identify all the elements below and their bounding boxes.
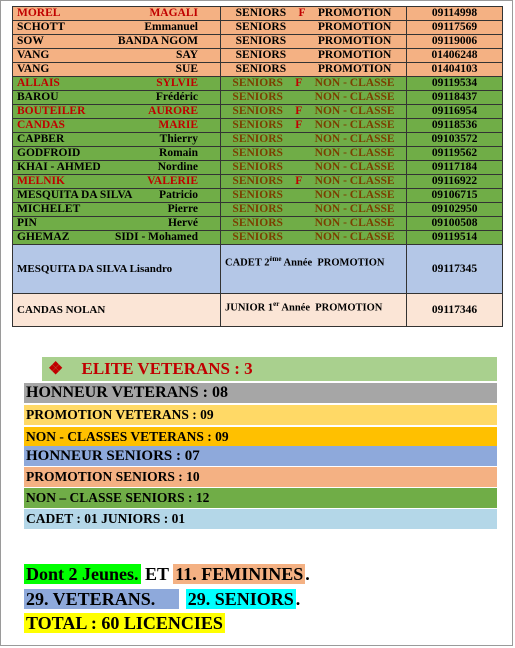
summary-row: HONNEUR VETERANS : 08 xyxy=(24,383,497,403)
level-text: PROMOTION xyxy=(317,7,392,19)
level-text: PROMOTION xyxy=(317,257,385,269)
category-text: CADET xyxy=(225,257,262,269)
first-name: MARIE xyxy=(158,119,198,131)
last-name: GHEMAZ xyxy=(17,231,70,243)
category-text: SENIORS xyxy=(235,49,287,61)
member-name: MESQUITA DA SILVA Lisandro xyxy=(13,245,221,294)
licence-number: 09117346 xyxy=(407,294,503,327)
level-text: PROMOTION xyxy=(317,63,392,75)
licence-number: 09119562 xyxy=(407,147,503,161)
last-name: MELNIK xyxy=(17,175,65,187)
category-text: SENIORS xyxy=(232,91,283,103)
member-name xyxy=(13,217,221,231)
member-category xyxy=(221,147,407,161)
first-name: MAGALI xyxy=(149,7,198,19)
last-name: MICHELET xyxy=(17,203,81,215)
level-text: NON - CLASSE xyxy=(314,189,395,201)
table-row xyxy=(13,175,503,189)
first-name: VALERIE xyxy=(147,175,198,187)
dot-text: . xyxy=(305,564,310,584)
table-row xyxy=(13,91,503,105)
first-name: SAY xyxy=(176,49,198,61)
table-row xyxy=(13,63,503,77)
licence-number: 09117345 xyxy=(407,245,503,294)
first-name: Frédéric xyxy=(155,91,198,103)
member-category xyxy=(221,203,407,217)
summary-row: NON – CLASSE SENIORS : 12 xyxy=(24,488,497,508)
year-word: Année xyxy=(281,302,310,314)
member-category xyxy=(221,217,407,231)
first-name: SUE xyxy=(175,63,198,75)
table-row xyxy=(13,21,503,35)
veterans-highlight: 29. VETERANS. xyxy=(24,589,179,609)
member-category xyxy=(221,175,407,189)
licence-number: 09100508 xyxy=(407,217,503,231)
member-category xyxy=(221,77,407,91)
table-row-special xyxy=(13,294,503,327)
first-name: SIDI - Mohamed xyxy=(114,231,198,243)
summary-row: HONNEUR SENIORS : 07 xyxy=(24,446,497,466)
category-text: SENIORS xyxy=(232,161,283,173)
footer-line-1 xyxy=(24,563,310,585)
sex-text: F xyxy=(298,7,306,19)
licence-number: 09119514 xyxy=(407,231,503,245)
last-name: ALLAIS xyxy=(17,77,60,89)
level-text: NON - CLASSE xyxy=(314,147,395,159)
year-ordinal: 1 xyxy=(267,302,274,314)
category-text: JUNIOR xyxy=(225,302,266,314)
table-row xyxy=(13,7,503,21)
licence-number: 09118437 xyxy=(407,91,503,105)
licence-number: 09103572 xyxy=(407,133,503,147)
licence-number: 09114998 xyxy=(407,7,503,21)
last-name: PIN xyxy=(17,217,37,229)
member-category xyxy=(221,231,407,245)
first-name: Thierry xyxy=(159,133,198,145)
first-name: Emmanuel xyxy=(144,21,198,33)
category-text: SENIORS xyxy=(235,7,287,19)
last-name: GODFROID xyxy=(17,147,81,159)
member-category xyxy=(221,133,407,147)
table-row xyxy=(13,105,503,119)
member-name xyxy=(13,203,221,217)
category-text: SENIORS xyxy=(232,133,283,145)
level-text: PROMOTION xyxy=(317,21,392,33)
licence-number: 09118536 xyxy=(407,119,503,133)
table-row xyxy=(13,119,503,133)
category-text: SENIORS xyxy=(232,77,283,89)
licence-number: 09119534 xyxy=(407,77,503,91)
year-word: Année xyxy=(283,257,313,269)
licence-number: 09106715 xyxy=(407,189,503,203)
total-highlight: TOTAL : 60 LICENCIES xyxy=(26,613,223,633)
table-row xyxy=(13,49,503,63)
summary-row: PROMOTION VETERANS : 09 xyxy=(24,405,497,425)
first-name: Patricio xyxy=(159,189,198,201)
category-text: SENIORS xyxy=(232,231,283,243)
category-text: SENIORS xyxy=(232,217,283,229)
elite-count: : 3 xyxy=(234,359,253,378)
licence-number: 09102950 xyxy=(407,203,503,217)
last-name: VANG xyxy=(17,49,50,61)
member-category xyxy=(221,63,407,77)
table-row xyxy=(13,133,503,147)
member-name xyxy=(13,77,221,91)
first-name: Romain xyxy=(159,147,198,159)
member-name xyxy=(13,91,221,105)
member-name xyxy=(13,133,221,147)
table-row xyxy=(13,203,503,217)
category-text: SENIORS xyxy=(232,119,283,131)
elite-veterans-bar xyxy=(42,357,497,381)
member-name xyxy=(13,161,221,175)
dot2-text: . xyxy=(295,589,301,609)
member-category xyxy=(221,35,407,49)
licence-number: 09119006 xyxy=(407,35,503,49)
category-text: SENIORS xyxy=(232,105,283,117)
member-category xyxy=(221,189,407,203)
member-name xyxy=(13,105,221,119)
member-category xyxy=(221,7,407,21)
member-category xyxy=(221,294,407,327)
first-name: Pierre xyxy=(167,203,198,215)
table-row xyxy=(13,189,503,203)
bullet-icon: ❖ xyxy=(48,359,64,378)
elite-label: ELITE VETERANS xyxy=(81,359,230,378)
level-text: PROMOTION xyxy=(315,302,383,314)
footer-line-3 xyxy=(24,612,225,634)
member-category xyxy=(221,245,407,294)
sex-text: F xyxy=(295,175,303,187)
first-name: Nordine xyxy=(157,161,198,173)
year-suffix: er xyxy=(273,300,280,308)
member-name xyxy=(13,21,221,35)
member-name xyxy=(13,35,221,49)
member-name xyxy=(13,231,221,245)
member-category xyxy=(221,105,407,119)
table-row xyxy=(13,77,503,91)
last-name: BOUTEILER xyxy=(17,105,86,117)
member-category xyxy=(221,91,407,105)
level-text: NON - CLASSE xyxy=(314,133,395,145)
level-text: NON - CLASSE xyxy=(314,203,395,215)
sex-text: F xyxy=(295,119,303,131)
level-text: PROMOTION xyxy=(317,49,392,61)
level-text: NON - CLASSE xyxy=(314,91,395,103)
summary-row: CADET : 01 JUNIORS : 01 xyxy=(24,509,497,529)
table-row xyxy=(13,161,503,175)
category-text: SENIORS xyxy=(232,203,283,215)
member-name xyxy=(13,7,221,21)
et-text: ET xyxy=(145,564,169,584)
last-name: MESQUITA DA SILVA xyxy=(17,189,133,201)
member-name: CANDAS NOLAN xyxy=(13,294,221,327)
licence-number: 09116922 xyxy=(407,175,503,189)
table-row xyxy=(13,147,503,161)
last-name: BAROU xyxy=(17,91,59,103)
summary-row: PROMOTION SENIORS : 10 xyxy=(24,467,497,487)
level-text: NON - CLASSE xyxy=(314,77,395,89)
summary-row: NON - CLASSES VETERANS : 09 xyxy=(24,427,497,447)
member-category xyxy=(221,119,407,133)
level-text: NON - CLASSE xyxy=(314,161,395,173)
licence-table xyxy=(12,6,503,327)
first-name: SYLVIE xyxy=(156,77,198,89)
year-ordinal: 2 xyxy=(264,257,270,269)
sex-text: F xyxy=(295,77,303,89)
last-name: MOREL xyxy=(17,7,61,19)
feminines-highlight: 11. FEMININES xyxy=(175,564,304,584)
seniors-highlight: 29. SENIORS xyxy=(187,589,294,609)
licence-number: 09116954 xyxy=(407,105,503,119)
table-row-special xyxy=(13,245,503,294)
footer-line-2 xyxy=(24,588,300,610)
member-name xyxy=(13,119,221,133)
sex-text: F xyxy=(295,105,303,117)
last-name: CANDAS xyxy=(17,119,65,131)
level-text: NON - CLASSE xyxy=(314,119,395,131)
last-name: VANG xyxy=(17,63,50,75)
last-name: KHAI - AHMED xyxy=(17,161,101,173)
year-suffix: ème xyxy=(269,255,282,263)
table-row xyxy=(13,35,503,49)
member-category xyxy=(221,161,407,175)
licence-number: 01404103 xyxy=(407,63,503,77)
level-text: NON - CLASSE xyxy=(314,105,395,117)
first-name: BANDA NGOM xyxy=(117,35,198,47)
level-text: NON - CLASSE xyxy=(314,217,395,229)
jeunes-highlight: Dont 2 Jeunes. xyxy=(26,564,139,584)
member-name xyxy=(13,175,221,189)
last-name: SOW xyxy=(17,35,44,47)
category-text: SENIORS xyxy=(232,189,283,201)
last-name: SCHOTT xyxy=(17,21,65,33)
first-name: Hervé xyxy=(167,217,198,229)
category-text: SENIORS xyxy=(232,147,283,159)
category-text: SENIORS xyxy=(235,63,287,75)
category-text: SENIORS xyxy=(235,35,287,47)
category-text: SENIORS xyxy=(232,175,283,187)
member-name xyxy=(13,49,221,63)
licence-number: 09117184 xyxy=(407,161,503,175)
member-name xyxy=(13,63,221,77)
member-name xyxy=(13,189,221,203)
member-category xyxy=(221,21,407,35)
table-row xyxy=(13,231,503,245)
level-text: NON - CLASSE xyxy=(314,231,395,243)
table-row xyxy=(13,217,503,231)
last-name: CAPBER xyxy=(17,133,65,145)
level-text: PROMOTION xyxy=(317,35,392,47)
category-text: SENIORS xyxy=(235,21,287,33)
licence-number: 09117569 xyxy=(407,21,503,35)
first-name: AURORE xyxy=(148,105,198,117)
member-category xyxy=(221,49,407,63)
level-text: NON - CLASSE xyxy=(314,175,395,187)
licence-number: 01406248 xyxy=(407,49,503,63)
member-name xyxy=(13,147,221,161)
